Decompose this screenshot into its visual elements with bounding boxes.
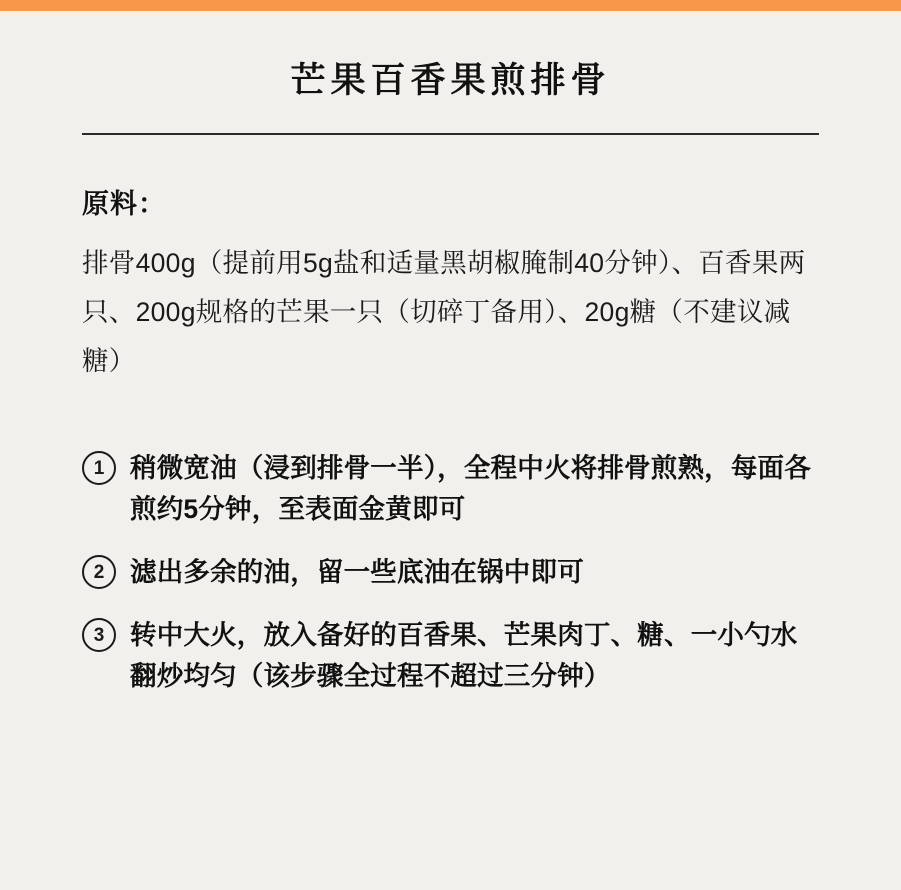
step-text: 转中大火，放入备好的百香果、芒果肉丁、糖、一小勺水翻炒均匀（该步骤全过程不超过三分钟）	[130, 619, 798, 692]
step-text: 滤出多余的油，留一些底油在锅中即可	[130, 556, 584, 587]
list-item	[82, 448, 819, 530]
list-item	[82, 615, 819, 697]
step-text: 稍微宽油（浸到排骨一半），全程中火将排骨煎熟，每面各煎约5分钟，至表面金黄即可	[130, 452, 811, 524]
step-number-badge: 3	[82, 618, 116, 652]
step-number-badge: 1	[82, 451, 116, 485]
step-number-badge: 2	[82, 555, 116, 589]
recipe-content	[0, 11, 901, 719]
list-item	[82, 552, 819, 593]
ingredients-text: 排骨400g（提前用5g盐和适量黑胡椒腌制40分钟）、百香果两只、200g规格的芒果一只（切碎丁备用）、20g糖（不建议减糖）	[82, 247, 806, 376]
ingredients-label: 原料：	[82, 188, 166, 219]
steps-list	[82, 386, 819, 697]
accent-top-bar	[0, 0, 901, 11]
page-title: 芒果百香果煎排骨	[290, 61, 611, 100]
